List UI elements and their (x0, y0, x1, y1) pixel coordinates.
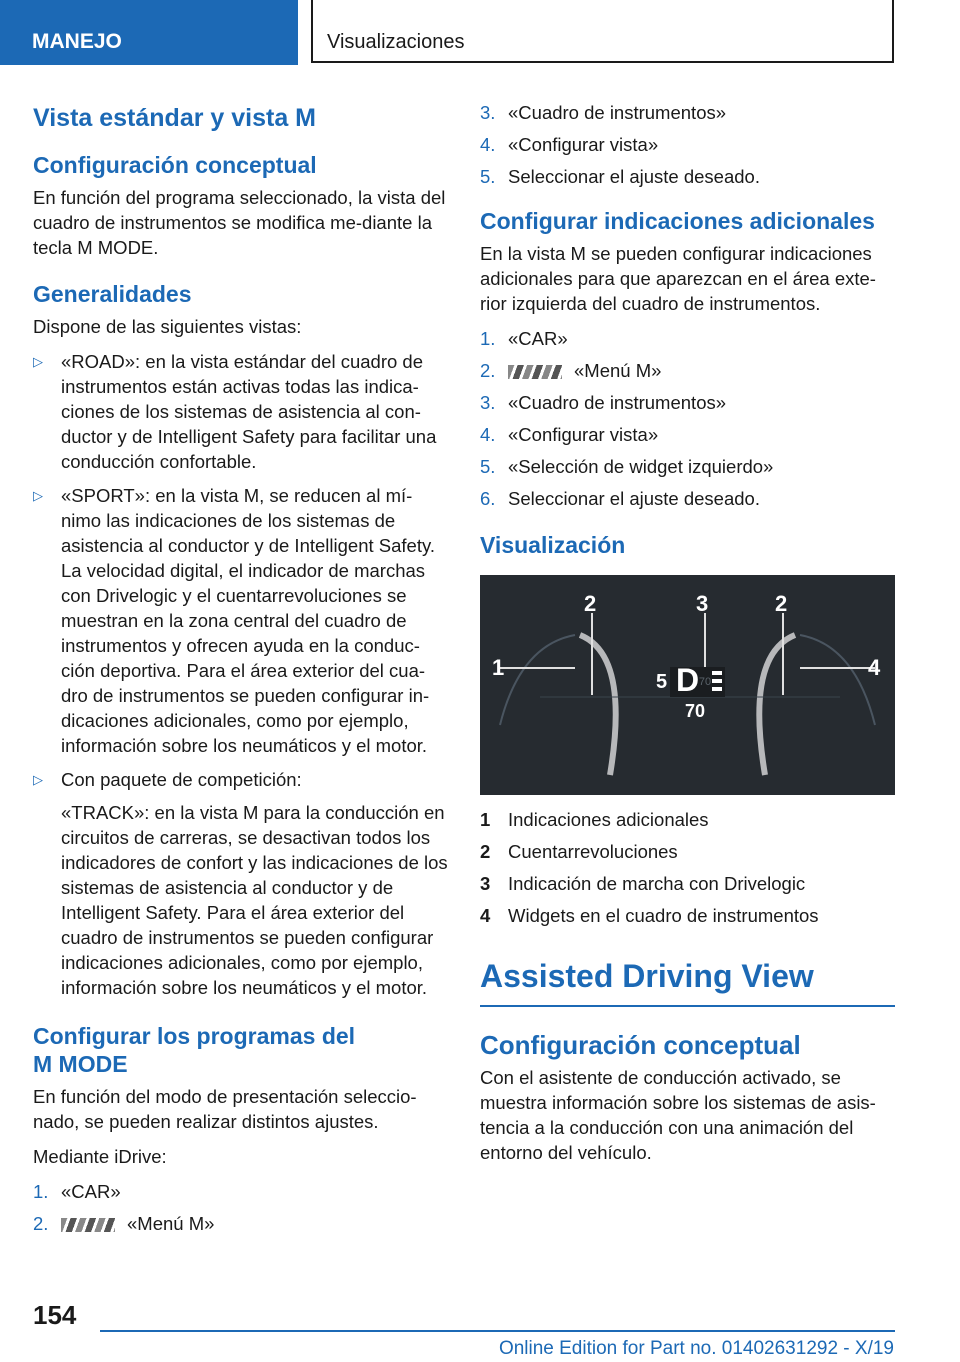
views-list (33, 349, 448, 1000)
adv-concept-heading: Configuración conceptual (480, 1030, 801, 1060)
idrive-text: Mediante iDrive: (33, 1146, 167, 1167)
legend-item: 2 Cuentarrevoluciones (480, 841, 678, 862)
left-column (33, 100, 448, 1246)
mmode-steps-continued (480, 100, 895, 189)
callout-2-left: 2 (584, 591, 597, 616)
svg-text:70: 70 (698, 676, 712, 688)
callout-3: 3 (696, 591, 709, 616)
addl-heading: Configurar indicaciones adicionales (480, 208, 875, 234)
list-item: 2. «Menú M» (33, 1213, 215, 1234)
chapter-title: Visualizaciones (327, 31, 465, 53)
adv-text: Con el asistente de conducción activado, se muestra información sobre los sistemas de asis-tencia a la conducción con una animación del entorno del vehículo. (480, 1067, 876, 1163)
display-heading: Visualización (480, 532, 626, 558)
triangle-bullet-icon: ▷ (33, 488, 43, 503)
list-item: 3. «Cuadro de instrumentos» (480, 392, 727, 413)
legend-item: 4 Widgets en el cuadro de instrumentos (480, 905, 819, 926)
mmode-text: En función del modo de presentación seleccio-nado, se pueden realizar distintos ajustes. (33, 1086, 417, 1132)
m-logo-icon (61, 1218, 115, 1232)
cluster-graphic (480, 575, 895, 795)
list-item: 5. Seleccionar el ajuste deseado. (480, 166, 760, 187)
page-number: 154 (33, 1300, 77, 1330)
section-label: MANEJO (32, 30, 122, 53)
legend-item: 1 Indicaciones adicionales (480, 809, 709, 830)
list-item: 2. «Menú M» (480, 360, 662, 381)
list-item: ▷ «ROAD»: en la vista estándar del cuadro de instrumentos están activas todas las indica-ciones de los sistemas de asistencia al con-ductor y de Intelligent Safety para facilitar una conducción confortable. (33, 351, 437, 472)
callout-4: 4 (868, 655, 881, 680)
general-heading: Generalidades (33, 281, 192, 307)
track-text: «TRACK»: en la vista M para la conducción en circuitos de carreras, se desactivan todos los indicadores de confort y las indicaciones de los sistemas de asistencia al conductor y de Intelligent Safety. Para el área exterior del cuadro de instrumentos se pueden configurar indicaciones adicionales, como por ejemplo, información sobre los neumáticos y el motor. (61, 802, 448, 998)
callout-2-right: 2 (775, 591, 788, 616)
speed-readout: 70 (685, 701, 706, 721)
edition-text: Online Edition for Part no. 01402631292 - X/19 (498, 1338, 894, 1359)
footer-divider (100, 1330, 895, 1332)
addl-text: En la vista M se pueden configurar indicaciones adicionales para que aparezcan en el área exte-rior izquierda del cuadro de instrumentos. (480, 243, 876, 314)
list-item: 5. «Selección de widget izquierdo» (480, 456, 774, 477)
list-item: 1. «CAR» (33, 1181, 121, 1202)
section-tab (0, 0, 298, 65)
right-column (480, 100, 895, 1175)
triangle-bullet-icon: ▷ (33, 354, 43, 369)
mmode-heading: Configurar los programas del M MODE (33, 1023, 356, 1077)
gear-indicator: D (676, 662, 700, 698)
gear-prefix: 5 (656, 671, 668, 693)
addl-steps (480, 326, 895, 511)
list-item: ▷ «SPORT»: en la vista M, se reducen al mí-nimo las indicaciones de los sistemas de asistencia al conductor y de Intelligent Safety. La velocidad digital, el indicador de marchas con Drivelogic y el cuentarrevoluciones se muestran en la zona central del cuadro de instrumentos y ofrecen ayuda en la conduc-ción deportiva. Para el área exterior del cua-dro de instrumentos se pueden configurar in-dicaciones adicionales, como por ejemplo, información sobre los neumáticos y el motor. (33, 485, 435, 756)
instrument-cluster-image (480, 575, 895, 795)
legend-item: 3 Indicación de marcha con Drivelogic (480, 873, 806, 894)
general-intro: Dispone de las siguientes vistas: (33, 316, 302, 337)
concept-text: En función del programa seleccionado, la vista del cuadro de instrumentos se modifica me-diante la tecla M MODE. (33, 187, 446, 258)
list-item: 4. «Configurar vista» (480, 134, 659, 155)
page-title: Vista estándar y vista M (33, 104, 317, 132)
list-item: 1. «CAR» (480, 328, 568, 349)
cluster-legend (480, 807, 895, 928)
triangle-bullet-icon: ▷ (33, 772, 43, 787)
list-item: 6. Seleccionar el ajuste deseado. (480, 488, 760, 509)
list-item: ▷ Con paquete de competición: «TRACK»: en la vista M para la conducción en circuitos de carreras, se desactivan todos los indicadores de confort y las indicaciones de los sistemas de asistencia al conductor y de Intelligent Safety. Para el área exterior del cuadro de instrumentos se pueden configurar indicaciones adicionales, como por ejemplo, información sobre los neumáticos y el motor. (33, 769, 448, 998)
m-logo-icon (508, 365, 562, 379)
adv-heading: Assisted Driving View (480, 958, 895, 1007)
chapter-header (311, 0, 894, 63)
concept-heading: Configuración conceptual (33, 152, 317, 178)
list-item: 4. «Configurar vista» (480, 424, 659, 445)
list-item: 3. «Cuadro de instrumentos» (480, 102, 727, 123)
mmode-steps (33, 1179, 448, 1236)
callout-1: 1 (492, 655, 505, 680)
